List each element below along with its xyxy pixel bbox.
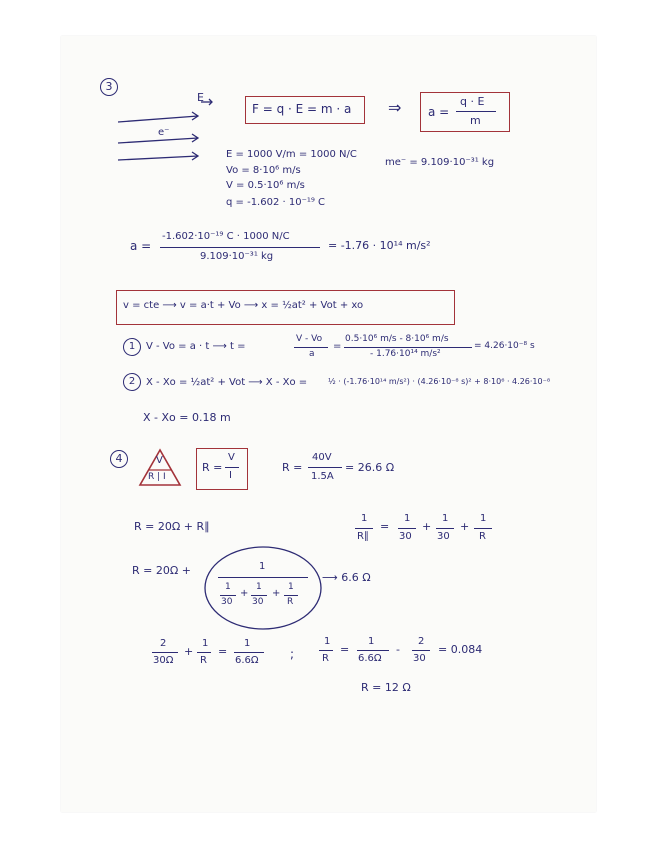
step2-result: X - Xo = 0.18 m <box>143 411 231 424</box>
circled-t3-num: 1 <box>288 582 294 592</box>
eq3-result-bar <box>234 652 264 653</box>
eq4-t1-bar <box>357 650 389 651</box>
circled-lhs: R = 20Ω + <box>132 564 191 577</box>
field-arrow-3 <box>118 156 198 160</box>
accel-calc-result: = -1.76 · 10¹⁴ m/s² <box>328 239 431 252</box>
parallel-t2-bar <box>436 528 454 529</box>
parallel-t3-den: R <box>479 531 486 542</box>
force-formula: F = q · E = m · a <box>252 102 352 116</box>
field-label: E <box>197 91 204 104</box>
semicolon: ; <box>290 647 295 661</box>
eq3-t1-den: 30Ω <box>153 655 174 666</box>
parallel-plus-1: + <box>422 520 432 533</box>
field-arrow-1 <box>118 116 198 122</box>
eq3-t2-num: 1 <box>202 638 209 649</box>
eq3-result-den: 6.6Ω <box>235 655 259 666</box>
eq3-plus: + <box>184 645 194 658</box>
step2-rhs: ½ · (-1.76·10¹⁴ m/s²) · (4.26·10⁻⁸ s)² + 8·10⁶ · 4.26·10⁻⁸ <box>328 377 551 386</box>
eq3-t1-num: 2 <box>160 638 167 649</box>
step1-lhs: V - Vo = a · t ⟶ t = <box>146 341 246 352</box>
parallel-t1-den: 30 <box>399 531 412 542</box>
step1-bar2 <box>344 347 472 348</box>
accel-calc-numerator: -1.602·10⁻¹⁹ C · 1000 N/C <box>162 231 290 242</box>
parallel-t3-bar <box>474 528 492 529</box>
step1-result: = 4.26·10⁻⁸ s <box>474 341 535 351</box>
section-number-4: 4 <box>110 450 128 468</box>
step-number-1: 1 <box>123 338 141 356</box>
circled-plus-1: + <box>240 588 249 599</box>
circled-num: 1 <box>259 561 266 572</box>
parallel-eq: = <box>380 520 390 533</box>
parallel-plus-2: + <box>460 520 470 533</box>
resistance-num: 40V <box>312 452 332 463</box>
eq4-lhs-den: R <box>322 653 329 664</box>
accel-calc-denominator: 9.109·10⁻³¹ kg <box>200 251 274 262</box>
triangle-top: V <box>156 455 163 466</box>
implies-arrow: ⇒ <box>388 98 402 117</box>
step1-num2: 0.5·10⁶ m/s - 8·10⁶ m/s <box>345 334 449 344</box>
circled-t2-bar <box>251 595 267 596</box>
circled-t2-den: 30 <box>252 597 264 607</box>
given-v0: Vo = 8·10⁶ m/s <box>226 165 301 176</box>
parallel-lhs-num: 1 <box>361 513 368 524</box>
eq4-t2-den: 30 <box>413 653 426 664</box>
parallel-t2-num: 1 <box>442 513 449 524</box>
section-number-3: 3 <box>100 78 118 96</box>
circled-t3-bar <box>284 595 298 596</box>
eq4-t2-num: 2 <box>418 636 425 647</box>
field-arrow-2 <box>118 138 198 143</box>
parallel-t1-bar <box>398 528 416 529</box>
circled-t1-num: 1 <box>225 582 231 592</box>
circled-t3-den: R <box>287 597 294 607</box>
circled-main-bar <box>218 577 308 578</box>
accel-box-numerator: q · E <box>460 95 485 108</box>
eq3-t2-den: R <box>200 655 207 666</box>
electron-label: e⁻ <box>158 127 170 138</box>
accel-box-denominator: m <box>470 114 481 127</box>
eq4-t1-den: 6.6Ω <box>358 653 382 664</box>
resistance-den: 1.5A <box>311 471 334 482</box>
accel-calc-lhs: a = <box>130 239 152 253</box>
ohm-lhs: R = <box>202 461 223 474</box>
parallel-t3-num: 1 <box>480 513 487 524</box>
step1-frac-den: a <box>309 349 315 359</box>
accel-box-prefix: a = <box>428 105 450 119</box>
parallel-t1-num: 1 <box>404 513 411 524</box>
kinematics-formulas: v = cte ⟶ v = a·t + Vo ⟶ x = ½at² + Vot + xo <box>123 300 364 311</box>
step2-lhs: X - Xo = ½at² + Vot ⟶ X - Xo = <box>146 377 308 388</box>
given-charge: q = -1.602 · 10⁻¹⁹ C <box>226 197 326 208</box>
eq4-eq: = <box>340 643 350 656</box>
eq4-lhs-num: 1 <box>324 636 331 647</box>
circled-t1-bar <box>220 595 236 596</box>
given-field: E = 1000 V/m = 1000 N/C <box>226 149 357 160</box>
eq3-t2-bar <box>197 652 211 653</box>
ohm-num: V <box>228 452 235 463</box>
accel-calc-bar <box>160 247 320 248</box>
step1-eq: = <box>333 341 342 352</box>
series-equation: R = 20Ω + R∥ <box>134 520 210 533</box>
electron-mass: me⁻ = 9.109·10⁻³¹ kg <box>385 157 495 168</box>
parallel-lhs-bar <box>355 528 373 529</box>
eq3-t1-bar <box>152 652 178 653</box>
step-number-2: 2 <box>123 373 141 391</box>
accel-box-fraction-bar <box>456 111 496 112</box>
eq4-lhs-bar <box>319 650 333 651</box>
triangle-bottom: R | I <box>148 472 166 482</box>
step1-frac-num: V - Vo <box>296 334 323 344</box>
parallel-t2-den: 30 <box>437 531 450 542</box>
eq3-result-num: 1 <box>244 638 251 649</box>
circled-fraction-outline <box>205 547 321 629</box>
circled-plus-2: + <box>272 588 281 599</box>
parallel-lhs-den: R∥ <box>357 531 369 542</box>
ohm-den: I <box>229 470 232 481</box>
final-resistance: R = 12 Ω <box>361 681 411 694</box>
given-v: V = 0.5·10⁶ m/s <box>226 180 305 191</box>
eq4-t1-num: 1 <box>368 636 375 647</box>
circled-t2-num: 1 <box>256 582 262 592</box>
ohm-bar <box>225 467 239 468</box>
resistance-lhs: R = <box>282 461 303 474</box>
eq4-minus: - <box>396 643 400 656</box>
circled-t1-den: 30 <box>221 597 233 607</box>
resistance-result: = 26.6 Ω <box>345 461 395 474</box>
resistance-bar <box>308 467 342 468</box>
eq3-eq: = <box>218 645 228 658</box>
eq4-t2-bar <box>412 650 430 651</box>
step1-den2: - 1.76·10¹⁴ m/s² <box>370 349 441 359</box>
eq4-result: = 0.084 <box>438 643 483 656</box>
circled-result: ⟶ 6.6 Ω <box>322 571 371 584</box>
step1-frac-bar <box>294 347 328 348</box>
